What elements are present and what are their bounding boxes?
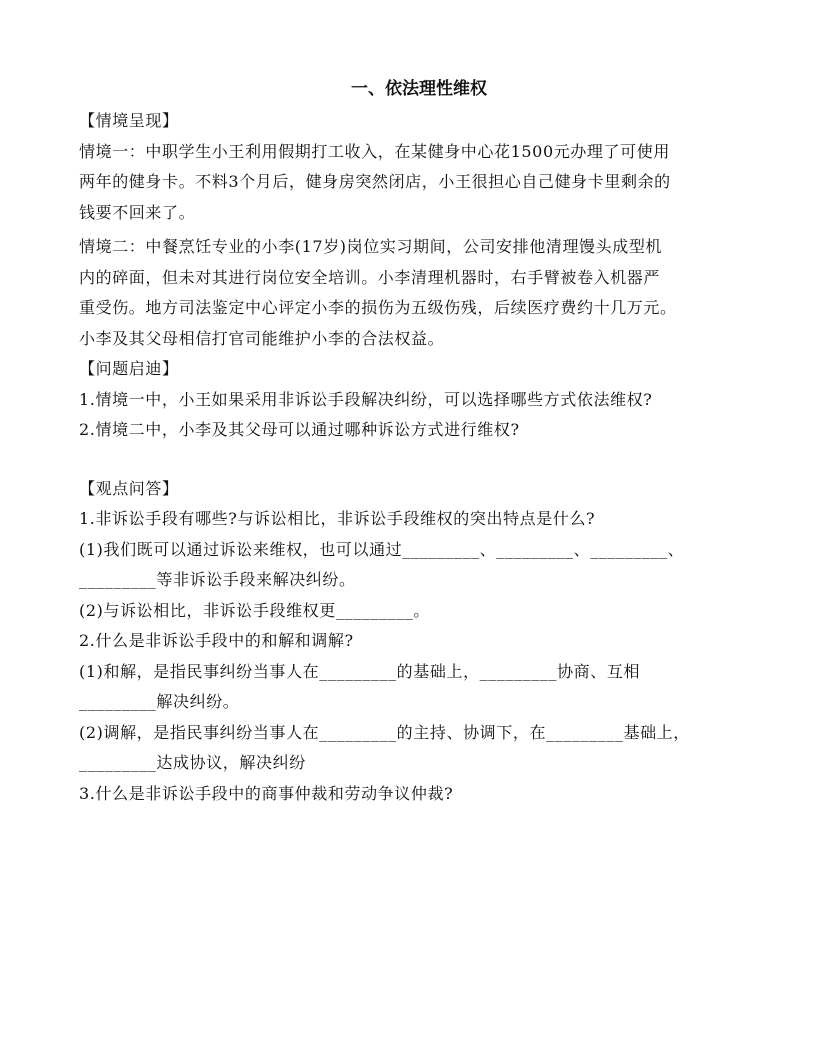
text-line: 两年的健身卡。不料3个月后，健身房突然闭店，小王很担心自己健身卡里剩余的: [79, 172, 671, 191]
answer-line: (1)和解，是指民事纠纷当事人在_________的基础上，_________协商、互相: [79, 661, 641, 681]
question-item: 2.情境二中，小李及其父母可以通过哪种诉讼方式进行维权?: [79, 420, 520, 439]
document-content: [79, 74, 759, 809]
answer-line: _________达成协议，解决纠纷: [79, 753, 306, 772]
text-line: 情境二：中餐烹饪专业的小李(17岁)岗位实习期间，公司安排他清理馒头成型机: [79, 237, 663, 256]
text-line: 小李及其父母相信打官司能维护小李的合法权益。: [79, 328, 445, 348]
question-item: 1.情境一中，小王如果采用非诉讼手段解决纠纷，可以选择哪些方式依法维权?: [79, 389, 653, 409]
situation-1-paragraph: [79, 137, 759, 229]
text-line: 情境一：中职学生小王利用假期打工收入，在某健身中心花1500元办理了可使用: [79, 141, 670, 161]
answer-line: (1)我们既可以通过诉讼来维权，也可以通过_________、_________、_________、: [79, 539, 685, 559]
answer-line: _________等非诉讼手段来解决纠纷。: [79, 570, 356, 589]
answer-line: 3.什么是非诉讼手段中的商事仲裁和劳动争议仲裁?: [79, 783, 454, 803]
text-line: 重受伤。地方司法鉴定中心评定小李的损伤为五级伤残，后续医疗费约十几万元。: [79, 298, 677, 317]
text-line: 内的碎面，但未对其进行岗位安全培训。小李清理机器时，右手臂被卷入机器严: [79, 267, 661, 287]
answer-line: 2.什么是非诉讼手段中的和解和调解?: [79, 631, 354, 650]
section-header-questions: 【问题启迪】: [79, 359, 179, 378]
answer-line: (2)调解，是指民事纠纷当事人在_________的主持、协调下，在_________基础上，: [79, 722, 690, 742]
answers-list: [79, 504, 759, 809]
answer-line: _________解决纠纷。: [79, 692, 240, 711]
section-header-answers: 【观点问答】: [79, 478, 179, 498]
page-title: 一、依法理性维权: [351, 79, 487, 99]
section-header-situation: 【情境呈现】: [79, 111, 179, 130]
text-line: 钱要不回来了。: [79, 202, 196, 222]
situation-2-paragraph: [79, 232, 759, 354]
answer-line: (2)与诉讼相比，非诉讼手段维权更_________。: [79, 600, 430, 620]
answer-line: 1.非诉讼手段有哪些?与诉讼相比，非诉讼手段维权的突出特点是什么?: [79, 509, 596, 528]
questions-list: [79, 385, 759, 446]
